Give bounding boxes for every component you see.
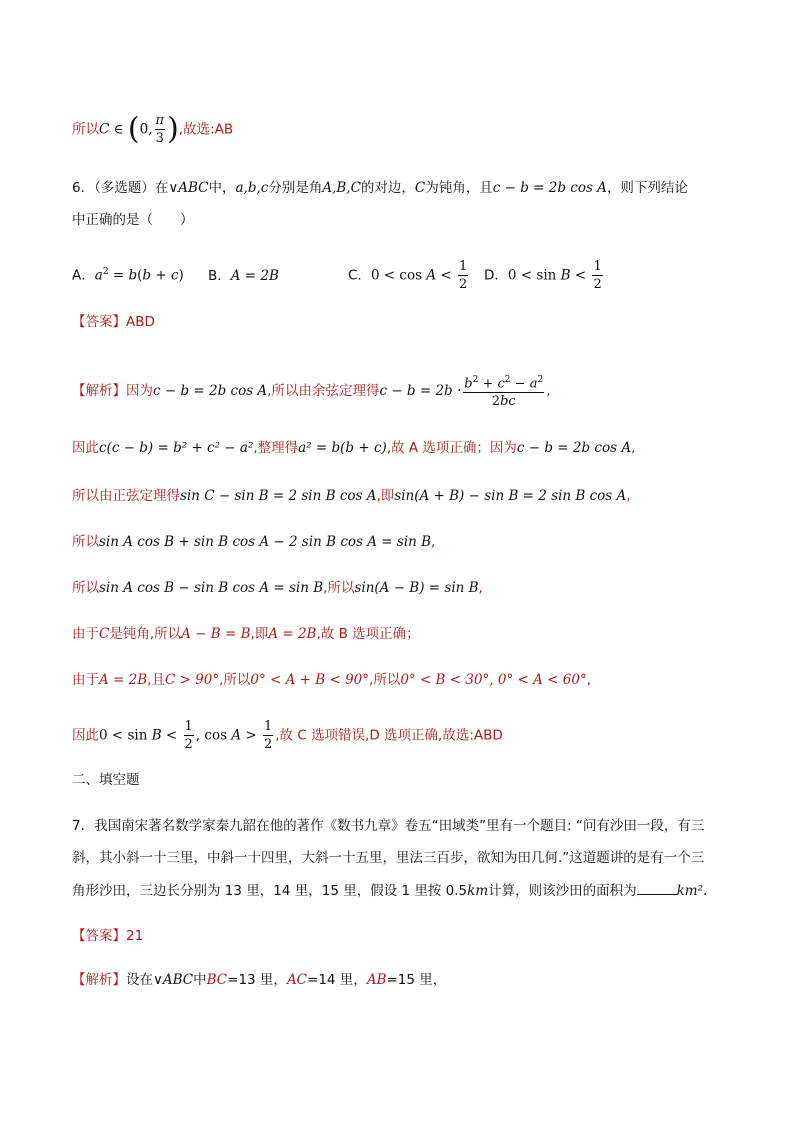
solution-line-8: 因此0 < sin B < $\frac{1}{2}$ , cos A > $\frac{1}{2}$ ,故 C 选项错误,D 选项正确,故选:ABD	[72, 719, 503, 752]
prev-conclusion-line: 所以C ∈ (0, $\frac{\pi}{3}$ ),故选:AB	[72, 111, 234, 147]
solution-line-4: 所以sin A cos B + sin B cos A − 2 sin B cos A = sin B,	[72, 534, 436, 550]
solution-7-line-1: 【解析】设在∨ABC中BC=13 里，AC=14 里，AB=15 里，	[72, 972, 447, 988]
question-7-line-3: 角形沙田，三边长分别为 13 里，14 里，15 里，假设 1 里按 0.5km计算，则该沙田的面积为 km².	[72, 880, 707, 901]
answer-blank	[637, 880, 677, 895]
solution-line-1: 【解析】因为c − b = 2b cos A,所以由余弦定理得c − b = 2b · $\frac{b^2 + c^2 - a^2}{2bc}$ ,	[72, 372, 551, 410]
question-7-line-1: 7．我国南宋著名数学家秦九韶在他的著作《数书九章》卷五“田域类”里有一个题目: “问有沙田一段，有三	[72, 818, 705, 834]
solution-line-2: 因此c(c − b) = b² + c² − a²,整理得a² = b(b + c),故 A 选项正确；因为c − b = 2b cos A,	[72, 440, 636, 456]
text: 所以	[72, 121, 99, 138]
solution-line-3: 所以由正弦定理得sin C − sin B = 2 sin B cos A,即sin(A + B) − sin B = 2 sin B cos A,	[72, 488, 631, 504]
question-6-line-1: 6．（多选题）在∨ABC中，a,b,c分别是角A,B,C的对边，C为钝角，且c − b = 2b cos A，则下列结论	[72, 180, 688, 196]
question-7-line-2: 斜，其小斜一十三里，中斜一十四里，大斜一十五里，里法三百步，欲知为田几何.”这道题讲的是有一个三	[72, 850, 705, 866]
question-6-line-2: 中正确的是（ ）	[72, 212, 194, 228]
answer-7: 【答案】21	[72, 928, 144, 944]
solution-line-5: 所以sin A cos B − sin B cos A = sin B,所以sin(A − B) = sin B,	[72, 580, 483, 596]
question-6-options: A．$a^2 = b(b + c)$ B．A = 2B C．0 < cos A < $\frac{1}{2}$ D．0 < sin B < $\frac{1}{2}$	[72, 259, 602, 292]
solution-line-7: 由于A = 2B,且C > 90°,所以0° < A + B < 90°,所以0° < B < 30°, 0° < A < 60°,	[72, 672, 591, 688]
answer-6: 【答案】ABD	[72, 314, 155, 330]
solution-line-6: 由于C是钝角,所以A − B = B,即A = 2B,故 B 选项正确；	[72, 626, 420, 642]
section-title: 二、填空题	[72, 772, 140, 788]
text: ,故选:AB	[178, 121, 234, 138]
